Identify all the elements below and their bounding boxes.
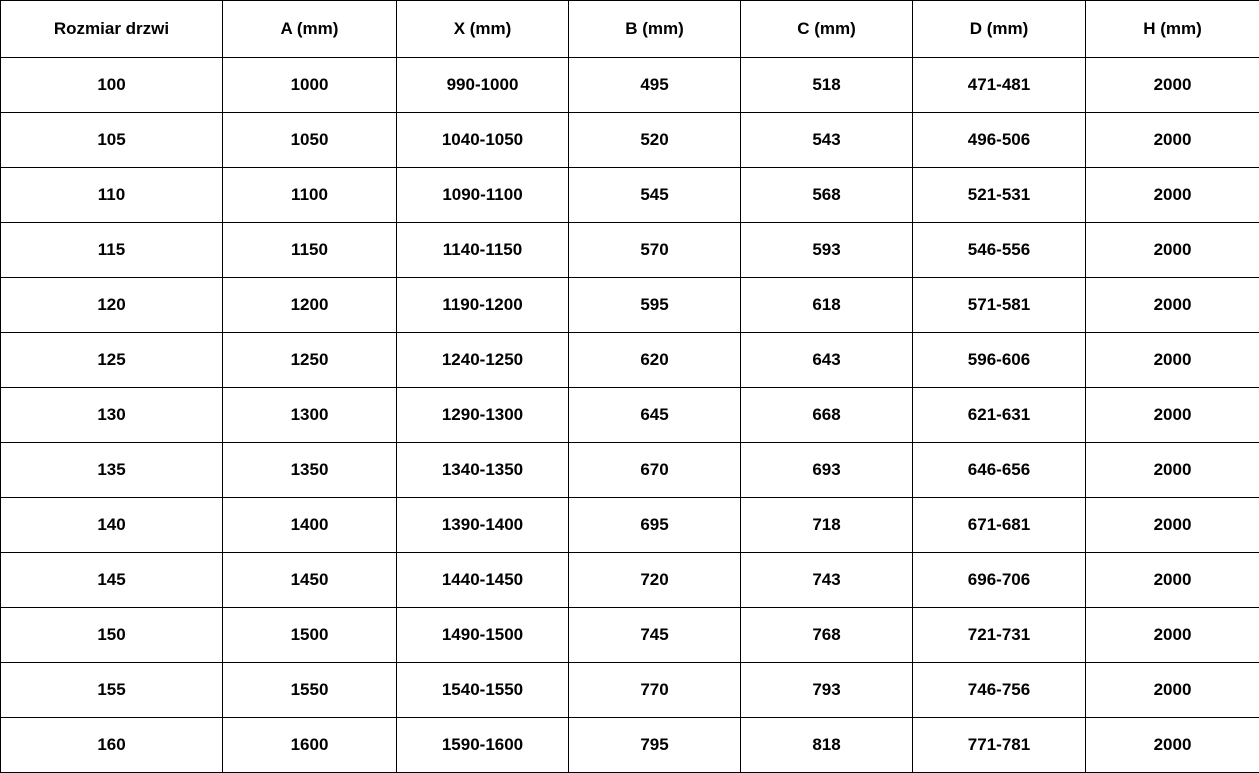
cell-door-size: 130 [1,388,223,443]
cell-a: 1450 [223,553,397,608]
cell-d: 771-781 [913,718,1086,773]
cell-c: 568 [741,168,913,223]
table-row [1,223,1259,278]
cell-x: 1590-1600 [397,718,569,773]
cell-door-size: 100 [1,58,223,113]
cell-door-size: 115 [1,223,223,278]
column-header-door-size: Rozmiar drzwi [1,1,223,58]
cell-b: 695 [569,498,741,553]
cell-door-size: 110 [1,168,223,223]
table-body [1,58,1259,773]
cell-c: 543 [741,113,913,168]
cell-door-size: 140 [1,498,223,553]
table-row [1,663,1259,718]
cell-x: 1290-1300 [397,388,569,443]
cell-h: 2000 [1086,58,1259,113]
table-header-row [1,1,1259,58]
cell-h: 2000 [1086,113,1259,168]
cell-x: 1090-1100 [397,168,569,223]
cell-door-size: 105 [1,113,223,168]
column-header-x: X (mm) [397,1,569,58]
cell-d: 496-506 [913,113,1086,168]
cell-a: 1150 [223,223,397,278]
cell-b: 720 [569,553,741,608]
cell-c: 693 [741,443,913,498]
cell-h: 2000 [1086,553,1259,608]
cell-b: 495 [569,58,741,113]
cell-x: 1040-1050 [397,113,569,168]
cell-x: 1240-1250 [397,333,569,388]
cell-c: 743 [741,553,913,608]
cell-c: 618 [741,278,913,333]
cell-b: 670 [569,443,741,498]
cell-a: 1100 [223,168,397,223]
cell-c: 718 [741,498,913,553]
cell-x: 1490-1500 [397,608,569,663]
cell-x: 1390-1400 [397,498,569,553]
cell-d: 671-681 [913,498,1086,553]
cell-h: 2000 [1086,333,1259,388]
cell-b: 745 [569,608,741,663]
cell-h: 2000 [1086,498,1259,553]
cell-d: 621-631 [913,388,1086,443]
cell-d: 596-606 [913,333,1086,388]
cell-h: 2000 [1086,168,1259,223]
cell-d: 721-731 [913,608,1086,663]
cell-h: 2000 [1086,608,1259,663]
cell-b: 795 [569,718,741,773]
cell-c: 768 [741,608,913,663]
cell-c: 793 [741,663,913,718]
table-row [1,718,1259,773]
cell-h: 2000 [1086,663,1259,718]
cell-c: 668 [741,388,913,443]
cell-c: 643 [741,333,913,388]
cell-a: 1000 [223,58,397,113]
cell-d: 546-556 [913,223,1086,278]
cell-door-size: 120 [1,278,223,333]
cell-d: 521-531 [913,168,1086,223]
cell-d: 696-706 [913,553,1086,608]
cell-a: 1500 [223,608,397,663]
cell-h: 2000 [1086,388,1259,443]
table-row [1,113,1259,168]
cell-a: 1050 [223,113,397,168]
cell-d: 571-581 [913,278,1086,333]
cell-b: 645 [569,388,741,443]
cell-d: 746-756 [913,663,1086,718]
cell-x: 1340-1350 [397,443,569,498]
cell-h: 2000 [1086,223,1259,278]
cell-door-size: 125 [1,333,223,388]
table-row [1,168,1259,223]
cell-a: 1250 [223,333,397,388]
cell-door-size: 155 [1,663,223,718]
cell-x: 1540-1550 [397,663,569,718]
cell-a: 1400 [223,498,397,553]
cell-c: 818 [741,718,913,773]
cell-a: 1600 [223,718,397,773]
table-row [1,58,1259,113]
cell-a: 1200 [223,278,397,333]
table-row [1,278,1259,333]
cell-door-size: 145 [1,553,223,608]
cell-door-size: 150 [1,608,223,663]
cell-x: 1140-1150 [397,223,569,278]
column-header-d: D (mm) [913,1,1086,58]
cell-b: 620 [569,333,741,388]
cell-door-size: 160 [1,718,223,773]
cell-x: 990-1000 [397,58,569,113]
table-row [1,443,1259,498]
table-row [1,553,1259,608]
column-header-c: C (mm) [741,1,913,58]
table-row [1,498,1259,553]
cell-b: 770 [569,663,741,718]
cell-h: 2000 [1086,443,1259,498]
cell-d: 646-656 [913,443,1086,498]
column-header-h: H (mm) [1086,1,1259,58]
cell-c: 518 [741,58,913,113]
cell-d: 471-481 [913,58,1086,113]
table-row [1,388,1259,443]
cell-a: 1550 [223,663,397,718]
table-header [1,1,1259,58]
table-row [1,333,1259,388]
column-header-b: B (mm) [569,1,741,58]
cell-c: 593 [741,223,913,278]
cell-x: 1190-1200 [397,278,569,333]
cell-door-size: 135 [1,443,223,498]
cell-a: 1350 [223,443,397,498]
cell-h: 2000 [1086,278,1259,333]
cell-a: 1300 [223,388,397,443]
cell-x: 1440-1450 [397,553,569,608]
cell-h: 2000 [1086,718,1259,773]
column-header-a: A (mm) [223,1,397,58]
table-row [1,608,1259,663]
cell-b: 545 [569,168,741,223]
cell-b: 570 [569,223,741,278]
cell-b: 595 [569,278,741,333]
cell-b: 520 [569,113,741,168]
